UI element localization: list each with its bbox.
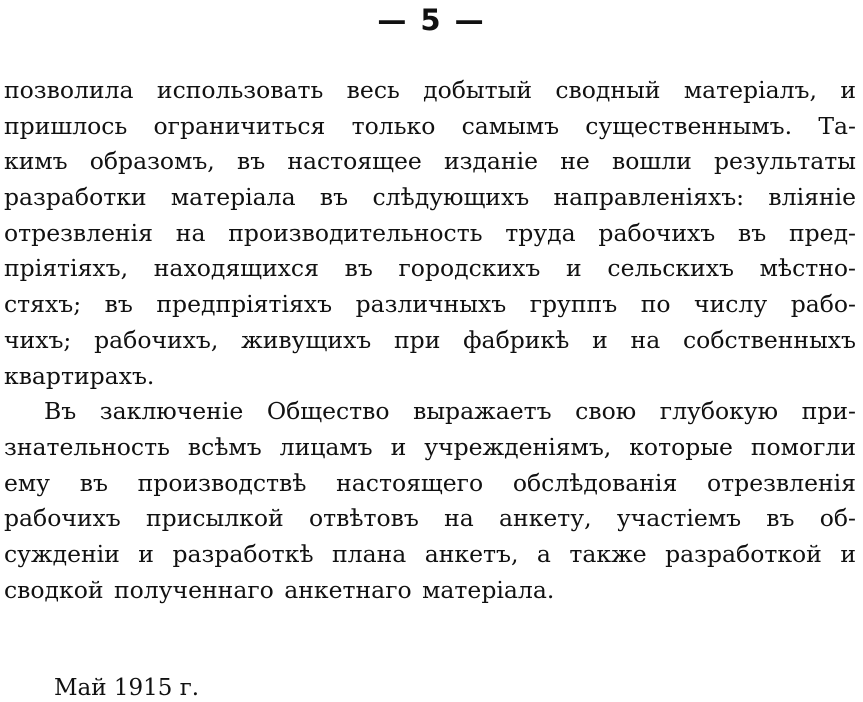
text-line: сводкой полученнаго анкетнаго матеріала.	[4, 575, 555, 604]
text-line: Въ заключеніе Общество выражаетъ свою глубокую при-	[44, 397, 856, 426]
text-line: пріятіяхъ, находящихся въ городскихъ и сельскихъ мѣстно-	[4, 254, 856, 283]
text-line: рабочихъ присылкой отвѣтовъ на анкету, участіемъ въ об-	[4, 504, 856, 533]
text-line: разработки матеріала въ слѣдующихъ направленіяхъ: вліяніе	[4, 183, 856, 212]
text-line: кимъ образомъ, въ настоящее изданіе не вошли результаты	[4, 147, 856, 176]
page-number: — 5 —	[377, 3, 486, 37]
body-text	[4, 73, 856, 608]
text-line: квартирахъ.	[4, 361, 155, 390]
text-line: знательность всѣмъ лицамъ и учрежденіямъ, которые помогли	[4, 432, 856, 461]
text-line: чихъ; рабочихъ, живущихъ при фабрикѣ и на собственныхъ	[4, 325, 856, 354]
text-line: ему въ производствѣ настоящего обслѣдованія отрезвленія	[4, 468, 856, 497]
text-line: сужденіи и разработкѣ плана анкетъ, а также разработкой и	[4, 539, 856, 568]
text-line: стяхъ; въ предпріятіяхъ различныхъ группъ по числу рабо-	[4, 290, 856, 319]
text-line: позволила использовать весь добытый сводный матеріалъ, и	[4, 76, 856, 104]
text-line: пришлось ограничиться только самымъ существеннымъ. Та-	[4, 111, 856, 140]
paragraph-acknowledgement	[4, 394, 856, 608]
paragraph-continuation	[4, 73, 856, 394]
signature-date: Май 1915 г.	[54, 675, 200, 701]
text-line: отрезвленія на производительность труда рабочихъ въ пред-	[4, 218, 856, 247]
